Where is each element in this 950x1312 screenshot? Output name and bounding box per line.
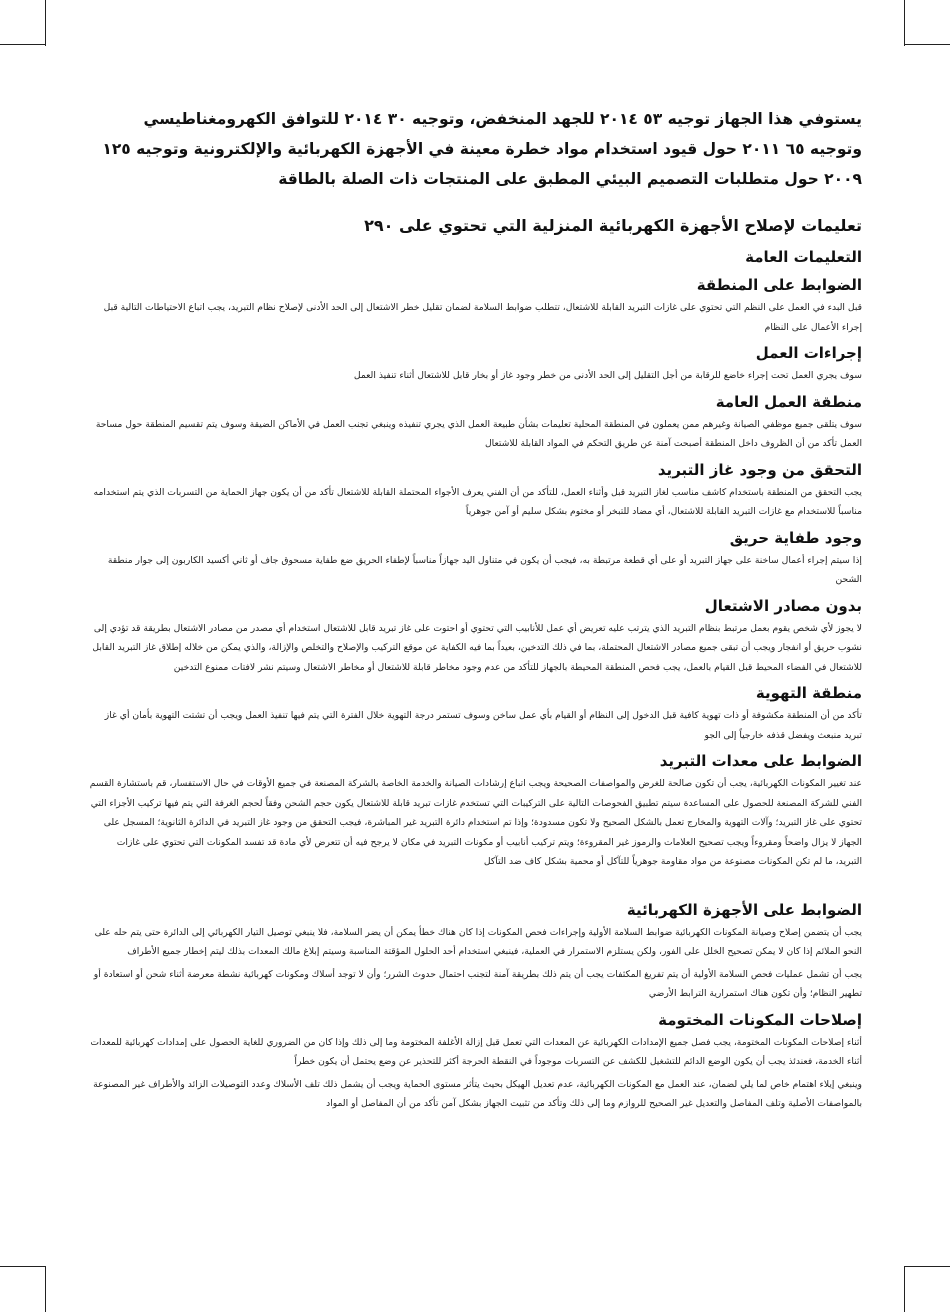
section-paragraph: إذا سيتم إجراء أعمال ساخنة على جهاز التبريد أو على أي قطعة مرتبطة به، فيجب أن يكون في متناول اليد جهازاً مناسباً لإطفاء الحريق ضع طفاية مسحوق جاف أو ثاني أكسيد الكاربون إلى جوار منطقة الشحن [107,554,862,585]
crop-mark-top-right-horizontal [904,44,950,45]
crop-mark-bottom-right-vertical [904,1266,905,1312]
section-paragraph: يجب أن تشمل عمليات فحص السلامة الأولية أن يتم تفريغ المكثفات يجب أن يتم ذلك بطريقة آمنة لتجنب احتمال حدوث الشرر؛ وأن لا توجد أسلاك ومكونات كهربائية نشطة معرضة أثناء شحن أو استعادة أو تطهير النظام؛ وأن تكون هناك استمرارية الترابط الأرضي [93,968,862,999]
section-heading: الضوابط على الأجهزة الكهربائية [626,900,862,919]
crop-mark-top-right-vertical [904,0,905,46]
section-heading: الضوابط على المنطقة [696,276,862,294]
section-paragraph: سوف يتلقى جميع موظفي الصيانة وغيرهم ممن يعملون في المنطقة المحلية تعليمات بشأن طبيعة العمل الذي يجري تنفيذه وينبغي تجنب العمل في الأماكن الضيقة وسوف يتم تقسيم المنطقة حول مساحة العمل تأكد من أن الظروف داخل المنطقة أصبحت آمنة عن طريق التحكم في المواد القابلة للاشتعال [95,418,862,449]
document-page [88,104,862,1119]
crop-mark-bottom-right-horizontal [904,1266,950,1267]
section-paragraph: سوف يجري العمل تحت إجراء خاضع للرقابة من أجل التقليل إلى الحد الأدنى من خطر وجود غاز أو بخار قابل للاشتعال أثناء تنفيذ العمل [353,370,862,381]
section-heading: منطقة العمل العامة [715,392,862,411]
section-heading: بدون مصادر الاشتعال [704,596,862,615]
section-paragraph: يجب أن يتضمن إصلاح وصيانة المكونات الكهربائية ضوابط السلامة الأولية وإجراءات فحص المكونات إذا كان هناك خطأ يمكن أن يضر السلامة، فلا ينبغي توصيل التيار الكهربائي إلى الدائرة حتى يتم حله على النحو الملائم إذا كان لا يمكن تصحيح الخلل على الفور، ولكن يستلزم الاستمرار في العملية، فينبغي استخدام أحد الحلول المؤقتة المناسبة وسيتم إبلاغ مالك المعدات بذلك ليتم إخطار جميع الأطراف [94,926,862,957]
section-heading: الضوابط على معدات التبريد [659,752,862,770]
crop-mark-bottom-left-horizontal [0,1266,46,1267]
section-heading: منطقة التهوية [755,684,862,702]
general-instructions-heading: التعليمات العامة [745,248,862,266]
document-section [88,342,862,386]
section-paragraph: يجب التحقق من المنطقة باستخدام كاشف مناسب لغاز التبريد قبل وأثناء العمل، للتأكد من أن الفني يعرف الأجواء المحتملة القابلة للاشتعال تأكد من أن يكون جهاز الحماية من التسربات الذي يتم استخدامه مناسباً للاستخدام مع غازات التبريد القابلة للاشتعال، أي مضاد للتبخر أو مختوم بشكل سليم أو آمن جوهرياً [93,486,862,517]
section-paragraph: قبل البدء في العمل على النظم التي تحتوي على غازات التبريد القابلة للاشتعال، تتطلب ضوابط السلامة لضمان تقليل خطر الاشتعال إلى الحد الأدنى لإصلاح نظام التبريد، يجب اتباع الاحتياطات التالية قبل إجراء الأعمال على النظام [103,302,862,333]
section-paragraph: وينبغي إيلاء اهتمام خاص لما يلي لضمان، عند العمل مع المكونات الكهربائية، عدم تعديل الهيكل بحيث يتأثر مستوى الحماية ويجب أن يشمل ذلك تلف الأسلاك وعدد التوصيلات الزائد والأطراف غير المصنوعة بالمواصفات الأصلية وتلف المفاصل والتعديل غير الصحيح للروازم وما إلى ذلك وتأكد من تثبيت الجهاز بشكل آمن تأكد من أن المفاصل أو المواد [93,1078,862,1109]
section-heading: وجود طفاية حريق [729,528,862,547]
section-paragraph: تأكد من أن المنطقة مكشوفة أو ذات تهوية كافية قبل الدخول إلى النظام أو القيام بأي عمل ساخن وسوف تستمر درجة التهوية خلال الفترة التي يتم فيها تنفيذ العمل ويجب أن تشتت التهوية بأمان أي غاز تبريد منبعث ويفضل قذفه خارجياً إلى الجو [104,710,862,741]
document-section [88,899,862,1004]
crop-mark-top-left-horizontal [0,44,46,45]
section-heading: التحقق من وجود غاز التبريد [657,460,862,479]
document-section [88,527,862,590]
section-paragraph: لا يجوز لأي شخص يقوم بعمل مرتبط بنظام التبريد الذي يترتب عليه تعريض أي عمل للأنابيب التي تحتوي أو احتوت على غاز تبريد قابل للاشتعال استخدام أي مصدر من مصادر الاشتعال بطريقة قد تؤدي إلى نشوب حريق أو انفجار ويجب أن تبقى جميع مصادر الاشتعال المحتملة، بما في ذلك التدخين، بعيداً بما فيه الكفاية عن موقع التركيب والإصلاح والتخلص والإزالة، والذي يمكن من خلاله إطلاق غاز التبريد القابل للاشتعال في الفضاء المحيط قبل القيام بالعمل، يجب فحص المنطقة المحيطة بالجهاز للتأكد من عدم وجود مخاطر قابلة للاشتعال أو مخاطر الاشتعال وسيتم نشر لافتات ممنوع التدخين [92,622,862,673]
sections-container [88,274,862,1114]
document-section [88,274,862,337]
section-heading: إجراءات العمل [755,344,862,362]
document-section [88,391,862,454]
crop-mark-top-left-vertical [45,0,46,46]
document-section [88,595,862,678]
compliance-statement: يستوفي هذا الجهاز توجيه ٥٣ ٢٠١٤ للجهد المنخفض، وتوجيه ٣٠ ٢٠١٤ للتوافق الكهرومغناطيسي وتوجيه ٦٥ ٢٠١١ حول قيود استخدام مواد خطرة معينة في الأجهزة الكهربائية والإلكترونية وتوجيه ١٢٥ ٢٠٠٩ حول متطلبات التصميم البيئي المطبق على المنتجات ذات الصلة بالطاقة [102,110,862,188]
section-paragraph: عند تغيير المكونات الكهربائية، يجب أن تكون صالحة للغرض والمواصفات الصحيحة ويجب اتباع إرشادات الصيانة والخدمة الخاصة بالشركة المصنعة في جميع الأوقات في حال الاستفسار، قم باستشارة القسم الفني للشركة المصنعة للحصول على المساعدة سيتم تطبيق الفحوصات التالية على التركيبات التي تستخدم غازات تبريد قابلة للاشتعال يكون حجم الشحن وفقاً لحجم الغرفة التي يتم فيها تركيب الأجزاء التي تحتوي على غاز التبريد؛ وآلات التهوية والمخارج تعمل بالشكل الصحيح ولا تكون مسدودة؛ وإذا تم استخدام دائرة التبريد غير المباشرة، فيجب التحقق من وجود غاز التبريد في الدائرة الثانوية؛ المسجل على الجهاز لا يزال واضحاً ومقروءاً ويجب تصحيح العلامات والرموز غير المقروءة؛ ويتم تركيب أنابيب أو مكونات التبريد في مكان لا يرجح فيه أن تتعرض لأي مادة قد تفسد المكونات التي تحتوي على غازات التبريد، ما لم تكن المكونات مصنوعة من مواد مقاومة جوهرياً للتآكل أو محمية بشكل كاف ضد التآكل [89,778,862,867]
document-section [88,750,862,872]
crop-mark-bottom-left-vertical [45,1266,46,1312]
document-section [88,682,862,745]
document-title: تعليمات لإصلاح الأجهزة الكهربائية المنزلية التي تحتوي على ٢٩٠ [364,216,862,235]
document-section [88,1009,862,1114]
section-paragraph: أثناء إصلاحات المكونات المختومة، يجب فصل جميع الإمدادات الكهربائية عن المعدات التي تعمل قبل إزالة الأغلفة المختومة وما إلى ذلك وإذا كان من الضروري للغاية الحصول على إمدادات كهربائية للمعدات أثناء الخدمة، فعندئذ يجب أن يكون الوضع الدائم للتشغيل للكشف عن التسربات موجوداً في النقطة الحرجة أكثر للتحذير عن وضع يحتمل أن يكون خطراً [90,1036,862,1067]
section-gap [88,877,862,895]
section-heading: إصلاحات المكونات المختومة [658,1010,862,1029]
document-section [88,459,862,522]
